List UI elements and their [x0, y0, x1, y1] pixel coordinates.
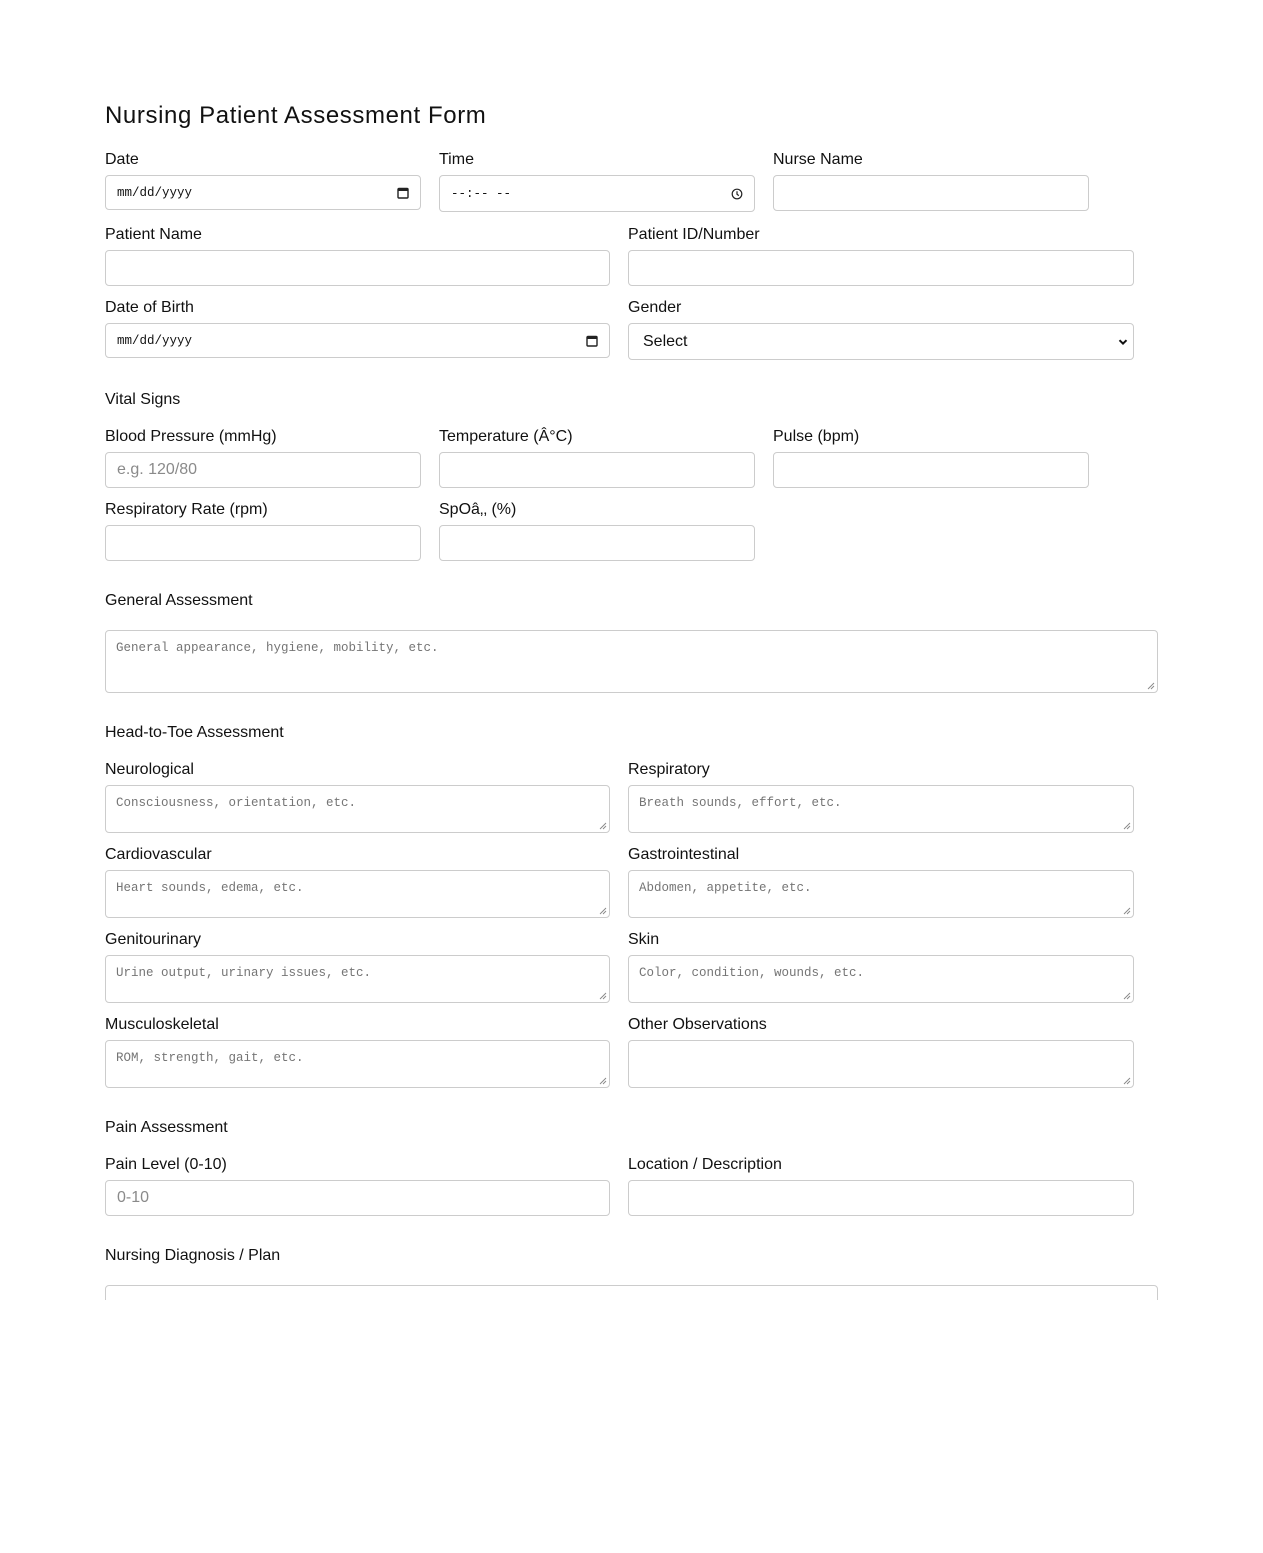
resize-grip-icon[interactable] — [1123, 1077, 1131, 1085]
spo2-label: SpOâ‚‚ (%) — [439, 501, 517, 518]
nursing-diagnosis-heading: Nursing Diagnosis / Plan — [105, 1247, 281, 1264]
patient-id-input[interactable] — [628, 250, 1134, 286]
chevron-down-icon — [1118, 338, 1128, 346]
respiratory-rate-label: Respiratory Rate (rpm) — [105, 501, 268, 518]
gender-selected-value: Select — [643, 332, 688, 350]
resize-grip-icon[interactable] — [599, 992, 607, 1000]
pain-level-label: Pain Level (0-10) — [105, 1156, 227, 1173]
resize-grip-icon[interactable] — [599, 1077, 607, 1085]
neurological-textarea[interactable] — [105, 785, 610, 833]
genitourinary-label: Genitourinary — [105, 931, 202, 948]
blood-pressure-input[interactable] — [105, 452, 421, 488]
respiratory-placeholder: Breath sounds, effort, etc. — [639, 796, 842, 810]
time-placeholder: --:-- -- — [451, 186, 512, 201]
pulse-input[interactable] — [773, 452, 1089, 488]
respiratory-rate-input[interactable] — [105, 525, 421, 561]
general-assessment-textarea[interactable] — [105, 630, 1158, 693]
gender-select[interactable] — [628, 323, 1134, 360]
respiratory-textarea[interactable] — [628, 785, 1134, 833]
patient-id-label: Patient ID/Number — [628, 226, 760, 243]
pain-location-label: Location / Description — [628, 1156, 782, 1173]
neurological-placeholder: Consciousness, orientation, etc. — [116, 796, 357, 810]
resize-grip-icon[interactable] — [1123, 907, 1131, 915]
skin-label: Skin — [628, 931, 660, 948]
resize-grip-icon[interactable] — [599, 907, 607, 915]
nurse-name-input[interactable] — [773, 175, 1089, 211]
head-to-toe-heading: Head-to-Toe Assessment — [105, 724, 284, 741]
dob-placeholder: mm/dd/yyyy — [117, 333, 193, 348]
date-label: Date — [105, 151, 139, 168]
date-input[interactable] — [105, 175, 421, 210]
blood-pressure-label: Blood Pressure (mmHg) — [105, 428, 277, 445]
time-label: Time — [439, 151, 474, 168]
calendar-icon[interactable] — [586, 335, 598, 347]
cardiovascular-placeholder: Heart sounds, edema, etc. — [116, 881, 304, 895]
other-observations-label: Other Observations — [628, 1016, 767, 1033]
resize-grip-icon[interactable] — [1147, 682, 1155, 690]
musculoskeletal-textarea[interactable] — [105, 1040, 610, 1088]
resize-grip-icon[interactable] — [599, 822, 607, 830]
skin-placeholder: Color, condition, wounds, etc. — [639, 966, 865, 980]
clock-icon[interactable] — [731, 188, 743, 200]
temperature-label: Temperature (Â°C) — [439, 428, 573, 445]
neurological-label: Neurological — [105, 761, 194, 778]
genitourinary-placeholder: Urine output, urinary issues, etc. — [116, 966, 372, 980]
musculoskeletal-label: Musculoskeletal — [105, 1016, 219, 1033]
pain-level-placeholder: 0-10 — [117, 1189, 150, 1206]
resize-grip-icon[interactable] — [1123, 822, 1131, 830]
dob-input[interactable] — [105, 323, 610, 358]
skin-textarea[interactable] — [628, 955, 1134, 1003]
pain-assessment-heading: Pain Assessment — [105, 1119, 228, 1136]
page-title: Nursing Patient Assessment Form — [105, 102, 487, 129]
calendar-icon[interactable] — [397, 187, 409, 199]
dob-label: Date of Birth — [105, 299, 194, 316]
spo2-input[interactable] — [439, 525, 755, 561]
gastrointestinal-placeholder: Abdomen, appetite, etc. — [639, 881, 812, 895]
respiratory-label: Respiratory — [628, 761, 710, 778]
time-input[interactable] — [439, 175, 755, 212]
gastrointestinal-textarea[interactable] — [628, 870, 1134, 918]
musculoskeletal-placeholder: ROM, strength, gait, etc. — [116, 1051, 304, 1065]
date-placeholder: mm/dd/yyyy — [117, 185, 193, 200]
nursing-diagnosis-textarea[interactable] — [105, 1285, 1158, 1300]
patient-name-label: Patient Name — [105, 226, 202, 243]
pain-location-input[interactable] — [628, 1180, 1134, 1216]
pulse-label: Pulse (bpm) — [773, 428, 860, 445]
cardiovascular-textarea[interactable] — [105, 870, 610, 918]
gender-label: Gender — [628, 299, 682, 316]
cardiovascular-label: Cardiovascular — [105, 846, 212, 863]
blood-pressure-placeholder: e.g. 120/80 — [117, 461, 198, 478]
temperature-input[interactable] — [439, 452, 755, 488]
pain-level-input[interactable] — [105, 1180, 610, 1216]
general-assessment-heading: General Assessment — [105, 592, 253, 609]
other-observations-textarea[interactable] — [628, 1040, 1134, 1088]
patient-name-input[interactable] — [105, 250, 610, 286]
genitourinary-textarea[interactable] — [105, 955, 610, 1003]
vital-signs-heading: Vital Signs — [105, 391, 181, 408]
gastrointestinal-label: Gastrointestinal — [628, 846, 740, 863]
nurse-name-label: Nurse Name — [773, 151, 863, 168]
general-assessment-placeholder: General appearance, hygiene, mobility, etc. — [116, 641, 439, 655]
resize-grip-icon[interactable] — [1123, 992, 1131, 1000]
